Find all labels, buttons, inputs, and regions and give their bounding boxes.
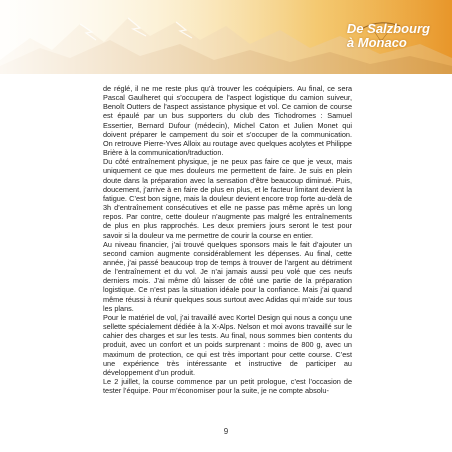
- book-title-line-2: à Monaco: [346, 35, 407, 50]
- paragraph-1: de réglé, il ne me reste plus qu’à trouver les coéquipiers. Au final, ce sera Pascal Gaulheret qui s’occupera de l’aspect logistique du camion suiveur, Benoît Outters de l’aspect assistance physique et vol. Ce camion de course est épaulé par un bus supporters du club des Tichodromes : Samuel Essertier, Bernard Dufour (médecin), Michel Caton et Julien Monet qui doivent préparer le campement du soir et s’occuper de la communication. On retrouve Pierre-Yves Alloix au routage avec quelques acolytes et Philippe Brière à la communication/traduction.: [103, 84, 352, 158]
- paragraph-4: Pour le matériel de vol, j’ai travaillé avec Kortel Design qui nous a conçu une sellette spécialement dédiée à la X-Alps. Nelson et moi avons travaillé sur le cahier des charges et sur les tests. Au final, nous sommes bien contents du produit, avec un confort et un poids surprenant : moins de 800 g, avec un maximum de protection, ce qui est très important pour cette course. C’est une expérience très intéressante et instructive de participer au développement d’un produit.: [103, 312, 352, 377]
- paragraph-2: Du côté entraînement physique, je ne peux pas faire ce que je veux, mais uniquement ce que mes douleurs me permettent de faire. Je suis en plein doute dans la préparation avec la sensation d’être beaucoup diminué. Puis, doucement, j’arrive à en faire de plus en plus, et le facteur limitant devient la fatigue. C’est bon signe, mais la douleur devient encore trop forte au-delà de 3h d’entraînement consécutives et elle ne passe pas même après un long repos. Par contre, cette douleur n’augmente pas malgré les entraînements de plus en plus rapprochés. Les deux premiers jours seront le test pour savoir si la douleur va me permettre de courir la course en entier.: [103, 157, 352, 240]
- paragraph-5: Le 2 juillet, la course commence par un petit prologue, c’est l’occasion de tester l’équipe. Pour m’économiser pour la suite, je ne compte absolu-: [103, 377, 352, 396]
- book-title-line-1: De Salzbourg: [346, 21, 430, 36]
- page-number: 9: [223, 427, 229, 436]
- paragraph-3: Au niveau financier, j’ai trouvé quelques sponsors mais le fait d’ajouter un second camion augmente considérablement les dépenses. Au final, cette année, j’ai passé beaucoup trop de temps à trouver de l’argent au détriment de l’entraînement et du vol. Je n’ai jamais aussi peu volé que ces neufs derniers mois. J’ai même dû laisser de côté une partie de la préparation logistique. Ce n’est pas la situation idéale pour la confiance. Mais j’ai quand même réussi à réunir quelques sous surtout avec Adidas qui m’aide sur tous les plans.: [103, 239, 352, 313]
- page-body: [103, 84, 352, 395]
- header-banner: [0, 0, 452, 74]
- book-title: [347, 22, 430, 50]
